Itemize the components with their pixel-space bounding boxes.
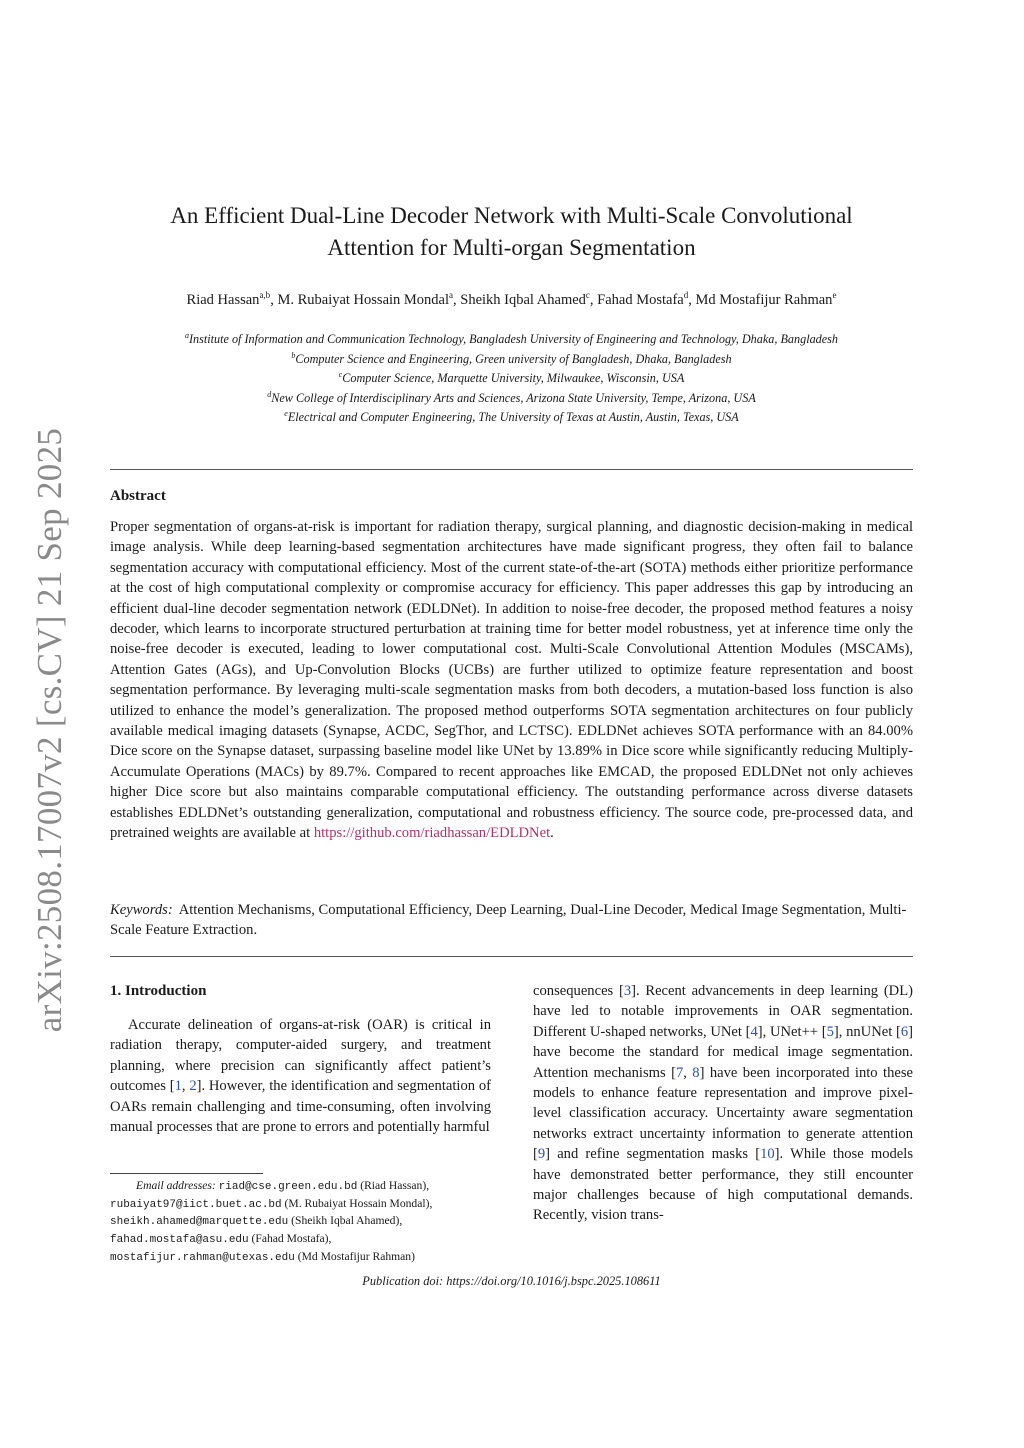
- intro-paragraph-right: [533, 981, 913, 1226]
- left-column: [110, 981, 491, 1137]
- footnote-line: [110, 1178, 510, 1196]
- citation-link[interactable]: 5: [826, 1023, 834, 1040]
- title-line-2: Attention for Multi-organ Segmentation: [327, 235, 696, 260]
- keywords-label: Keywords:: [110, 902, 173, 918]
- email-address[interactable]: mostafijur.rahman@utexas.edu: [110, 1251, 295, 1264]
- affiliation: [110, 367, 913, 387]
- affiliation-list: [110, 328, 913, 426]
- citation-link[interactable]: 7: [675, 1064, 684, 1081]
- arxiv-identifier: arXiv:2508.17007v2 [cs.CV] 21 Sep 2025: [30, 427, 69, 1033]
- affiliation-text: Computer Science and Engineering, Green university of Bangladesh, Dhaka, Bangladesh: [295, 351, 732, 366]
- footnote-line: [110, 1196, 510, 1214]
- affiliation: [110, 348, 913, 368]
- abstract-heading: Abstract: [110, 488, 166, 504]
- affiliation-mark: a: [184, 331, 189, 340]
- affiliation-mark: b: [291, 350, 296, 360]
- author-affil-mark: c: [585, 290, 590, 300]
- citation-link[interactable]: 9: [537, 1146, 546, 1163]
- footnote-emails: [110, 1178, 510, 1267]
- email-owner: (Md Mostafijur Rahman): [297, 1249, 415, 1263]
- author-affil-mark: a,b: [259, 290, 271, 300]
- text-run: ]. Recent advancements in deep learning (DL) have led to notable improvements in OAR segmentation. Different U-shaped networks, UNet [: [533, 983, 913, 1040]
- author-name: Md Mostafijur Rahman: [695, 291, 833, 308]
- email-owner: (Fahad Mostafa),: [251, 1232, 332, 1246]
- title-line-1: An Efficient Dual-Line Decoder Network with Multi-Scale Convolutional: [170, 203, 853, 228]
- footnote-label: Email addresses:: [136, 1179, 216, 1192]
- code-repository-link[interactable]: https://github.com/riadhassan/EDLDNet: [313, 825, 551, 842]
- citation-link[interactable]: 4: [750, 1023, 758, 1040]
- keywords: [110, 900, 913, 941]
- text-run: ] have been incorporated into these models to enhance feature representation and improve pixel-level classification accuracy. Uncertainty aware segmentation networks extract uncertainty information to generate attention [: [533, 1064, 913, 1163]
- abstract-body: [110, 517, 913, 844]
- affiliation-text: Institute of Information and Communication Technology, Bangladesh University of Engineering and Technology, Dhaka, Bangladesh: [188, 332, 839, 347]
- text-run: ], UNet++ [: [757, 1023, 827, 1040]
- author-affil-mark: a: [449, 290, 454, 300]
- citation-link[interactable]: 8: [692, 1064, 700, 1081]
- affiliation-text: Computer Science, Marquette University, Milwaukee, Wisconsin, USA: [342, 371, 685, 386]
- abstract-top-rule: [110, 469, 913, 470]
- text-run: consequences [: [533, 983, 624, 999]
- citation-link[interactable]: 2: [189, 1078, 197, 1095]
- abstract-bottom-rule: [110, 956, 913, 957]
- citation-link[interactable]: 10: [760, 1146, 775, 1163]
- email-address[interactable]: riad@cse.green.edu.bd: [218, 1181, 358, 1193]
- text-run: ] and refine segmentation masks [: [545, 1146, 761, 1163]
- section-heading-introduction: 1. Introduction: [110, 983, 207, 999]
- citation-link[interactable]: 6: [900, 1023, 909, 1040]
- right-column: [533, 981, 913, 1226]
- affiliation-mark: c: [338, 370, 343, 380]
- email-address[interactable]: sheikh.ahamed@marquette.edu: [110, 1216, 289, 1229]
- email-owner: (M. Rubaiyat Hossain Mondal),: [284, 1196, 433, 1210]
- affiliation: [110, 406, 913, 426]
- text-run: ,: [683, 1064, 693, 1081]
- abstract-end: .: [550, 825, 554, 842]
- affiliation-mark: e: [284, 409, 288, 419]
- author-affil-mark: d: [683, 290, 689, 300]
- publication-doi: Publication doi: https://doi.org/10.1016/j.bspc.2025.108611: [362, 1274, 661, 1288]
- email-address[interactable]: rubaiyat97@iict.buet.ac.bd: [110, 1198, 282, 1211]
- intro-paragraph-left: [110, 1015, 491, 1137]
- email-owner: (Riad Hassan),: [360, 1179, 430, 1192]
- affiliation-text: New College of Interdisciplinary Arts and Sciences, Arizona State University, Tempe, Arizona, USA: [271, 390, 756, 405]
- footnote-rule: [110, 1173, 263, 1174]
- author-list: Riad Hassan$^{a,b}$, M. Rubaiyat Hossain Mondal$^a$, Sheikh Iqbal Ahamed$^c$, Fahad Mostafa$^d$, Md Mostafijur Rahman$^e$: [186, 290, 837, 308]
- text-run: Accurate delineation of organs-at-risk (OAR) is critical in radiation therapy, computer-aided surgery, and treatment planning, where precision can significantly affect patient’s outcomes [: [110, 1017, 491, 1095]
- email-owner: (Sheikh Iqbal Ahamed),: [291, 1214, 403, 1228]
- text-run: ]. While those models have demonstrated better performance, they still encounter major challenges because of high computational demands. Recently, vision trans-: [533, 1146, 914, 1224]
- author-name: M. Rubaiyat Hossain Mondal: [277, 291, 450, 308]
- footnote-line: [110, 1213, 510, 1231]
- author-name: Fahad Mostafa: [597, 291, 684, 308]
- affiliation-text: Electrical and Computer Engineering, The University of Texas at Austin, Austin, Texas, USA: [287, 410, 739, 425]
- footnote-line: [110, 1231, 510, 1249]
- affiliation: [110, 328, 913, 348]
- text-run: ], nnUNet [: [833, 1023, 901, 1040]
- abstract-text: Proper segmentation of organs-at-risk is important for radiation therapy, surgical planning, and diagnostic decision-making in medical image analysis. While deep learning-based segmentation architectures have made significant progress, they often fail to balance segmentation accuracy with computational efficiency. Most of the current state-of-the-art (SOTA) methods either prioritize performance at the cost of high computational complexity or compromise accuracy for efficiency. This paper addresses this gap by introducing an efficient dual-line decoder segmentation network (EDLDNet). In addition to noise-free decoder, the proposed method features a noisy decoder, which learns to incorporate structured perturbation at training time for better model robustness, yet at inference time only the noise-free decoder is executed, leading to lower computational cost. Multi-Scale Convolutional Attention Modules (MSCAMs), Attention Gates (AGs), and Up-Convolution Blocks (UCBs) are further utilized to optimize feature representation and boost segmentation performance. By leveraging multi-scale segmentation masks from both decoders, a mutation-based loss function is also utilized to enhance the model’s generalization. The proposed method outperforms SOTA segmentation architectures on four publicly available medical imaging datasets (Synapse, ACDC, SegThor, and LCTSC). EDLDNet achieves SOTA performance with an 84.00% Dice score on the Synapse dataset, surpassing baseline model like UNet by 13.89% in Dice score while significantly reducing Multiply-Accumulate Operations (MACs) by 89.7%. Compared to recent approaches like EMCAD, the proposed EDLDNet not only achieves higher Dice score but also maintains comparable computational efficiency. The outstanding performance across diverse datasets establishes EDLDNet’s outstanding generalization, computational and robustness efficiency. The source code, pre-processed data, and pretrained weights are available at: [110, 519, 913, 842]
- email-address[interactable]: fahad.mostafa@asu.edu: [110, 1234, 249, 1247]
- citation-link[interactable]: 3: [623, 983, 632, 999]
- author-name: Riad Hassan: [186, 291, 260, 308]
- affiliation: [110, 387, 913, 407]
- footnote-line: [110, 1249, 510, 1267]
- paper-title: [110, 200, 913, 264]
- text-run: ,: [181, 1078, 190, 1095]
- author-affil-mark: e: [832, 290, 837, 300]
- citation-link[interactable]: 1: [174, 1078, 182, 1095]
- keywords-text: Attention Mechanisms, Computational Efficiency, Deep Learning, Dual-Line Decoder, Medical Image Segmentation, Multi-Scale Feature Extraction.: [110, 902, 907, 939]
- text-run: ]. However, the identification and segmentation of OARs remain challenging and time-consuming, often involving manual processes that are prone to errors and potentially harmful: [110, 1078, 491, 1136]
- affiliation-mark: d: [267, 389, 272, 399]
- author-name: Sheikh Iqbal Ahamed: [460, 291, 586, 308]
- text-run: ] have become the standard for medical image segmentation. Attention mechanisms [: [533, 1023, 913, 1081]
